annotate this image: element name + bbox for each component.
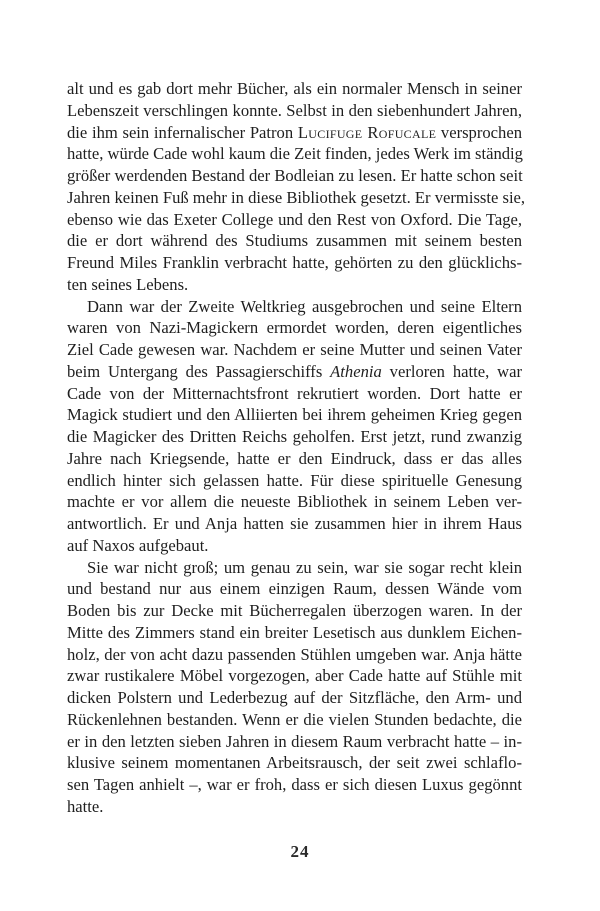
text-line (67, 709, 522, 731)
text-line (67, 383, 522, 405)
italic-ship-name: Athenia (330, 361, 382, 381)
text-line (67, 644, 522, 666)
text-line (67, 731, 522, 753)
text-run: Rückenlehnen bestanden. Wenn er die vielen Stunden bedachte, die (67, 709, 522, 729)
text-line (67, 209, 522, 231)
text-line (67, 100, 522, 122)
text-run: ten seines Lebens. (67, 274, 189, 294)
text-run: waren von Nazi-Magickern ermordet worden, deren eigentliches (67, 318, 522, 338)
text-line (67, 752, 522, 774)
text-line (67, 513, 522, 535)
text-line (67, 578, 522, 600)
text-line (67, 252, 522, 274)
text-run: sen Tagen anhielt –, war er froh, dass er sich diesen Luxus gegönnt (67, 775, 522, 794)
text-run: Dann war der Zweite Weltkrieg ausgebrochen und seine Eltern (87, 296, 522, 316)
paragraph (67, 78, 526, 296)
text-run: Lebenszeit verschlingen konnte. Selbst in den siebenhundert Jahren, (67, 100, 522, 120)
text-line (67, 557, 522, 579)
text-run: zwar rustikalere Möbel vorgezogen, aber Cade hatte auf Stühle mit (67, 666, 522, 686)
book-page-body (67, 78, 526, 818)
text-line (67, 796, 522, 818)
text-line (67, 448, 522, 470)
small-caps-name: Lucifuge Rofucale (297, 122, 437, 142)
text-run: Freund Miles Franklin verbracht hatte, gehörten zu den glücklichs- (67, 253, 522, 272)
text-line (67, 687, 522, 709)
text-line (67, 600, 522, 622)
text-line (67, 491, 522, 513)
text-run: versprochen (436, 122, 522, 142)
text-run: ebenso wie das Exeter College und den Rest von Oxford. Die Tage, (67, 209, 522, 229)
text-run: größer werdenden Bestand der Bodleian zu lesen. Er hatte schon seit (67, 166, 523, 185)
text-line (67, 143, 522, 165)
text-run: Sie war nicht groß; um genau zu sein, war sie sogar recht klein (87, 557, 522, 577)
text-line (67, 535, 522, 557)
text-line (67, 317, 522, 339)
text-run: Jahre nach Kriegsende, hatte er den Eindruck, dass er das alles (67, 448, 522, 468)
text-run: klusive seinem momentanen Arbeitsrausch, der seit zwei schlaflo- (67, 753, 522, 773)
text-line (67, 274, 522, 296)
paragraph (67, 557, 522, 818)
paragraph (67, 296, 522, 557)
text-line (67, 470, 522, 492)
text-run: Mitte des Zimmers stand ein breiter Lesetisch aus dunklem Eichen- (67, 622, 522, 642)
text-run: die er dort während des Studiums zusammen mit seinem besten (67, 231, 522, 251)
text-run: machte er vor allem die neueste Bibliothek in seinem Leben ver- (67, 492, 522, 512)
text-run: Boden bis zur Decke mit Bücherregalen überzogen waren. In der (67, 601, 522, 620)
text-run: Magick studiert und den Alliierten bei ihrem geheimen Krieg gegen (67, 405, 522, 425)
text-line (67, 187, 526, 209)
text-run: verloren hatte, war (381, 361, 522, 381)
text-run: alt und es gab dort mehr Bücher, als ein normaler Mensch in seiner (67, 79, 522, 98)
text-run: die Magicker des Dritten Reichs geholfen. Erst jetzt, rund zwanzig (67, 427, 522, 446)
text-run: hatte, würde Cade wohl kaum die Zeit finden, jedes Werk im ständig (67, 144, 523, 164)
text-line (67, 665, 522, 687)
text-line (67, 230, 522, 252)
text-run: die ihm sein infernalischer Patron (67, 122, 298, 142)
page-number: 24 (290, 842, 310, 861)
text-run: und bestand nur aus einem einzigen Raum, dessen Wände vom (67, 579, 522, 599)
text-line (67, 622, 522, 644)
text-line (67, 78, 522, 100)
text-line (67, 122, 522, 144)
text-run: er in den letzten sieben Jahren in diesem Raum verbracht hatte – in- (67, 731, 522, 751)
text-line (67, 339, 522, 361)
text-line (67, 361, 522, 383)
text-run: holz, der von acht dazu passenden Stühlen umgeben war. Anja hätte (67, 644, 522, 664)
text-run: endlich hinter sich gelassen hatte. Für diese spirituelle Genesung (67, 470, 522, 490)
text-run: auf Naxos aufgebaut. (67, 535, 209, 555)
text-run: Ziel Cade gewesen war. Nachdem er seine Mutter und seinen Vater (67, 340, 522, 359)
text-run: dicken Polstern und Lederbezug auf der Sitzfläche, den Arm- und (67, 688, 522, 707)
text-run: beim Untergang des Passagierschiffs (67, 361, 331, 381)
text-run: Cade von der Mitternachtsfront rekrutiert worden. Dort hatte er (67, 383, 522, 403)
text-run: Jahren keinen Fuß mehr in diese Bibliothek gesetzt. Er vermisste sie, (67, 187, 526, 207)
text-run: hatte. (67, 796, 104, 816)
text-line (67, 296, 522, 318)
text-run: antwortlich. Er und Anja hatten sie zusammen hier in ihrem Haus (67, 514, 522, 533)
text-line (67, 774, 522, 796)
text-line (67, 165, 522, 187)
text-line (67, 404, 522, 426)
text-line (67, 426, 522, 448)
